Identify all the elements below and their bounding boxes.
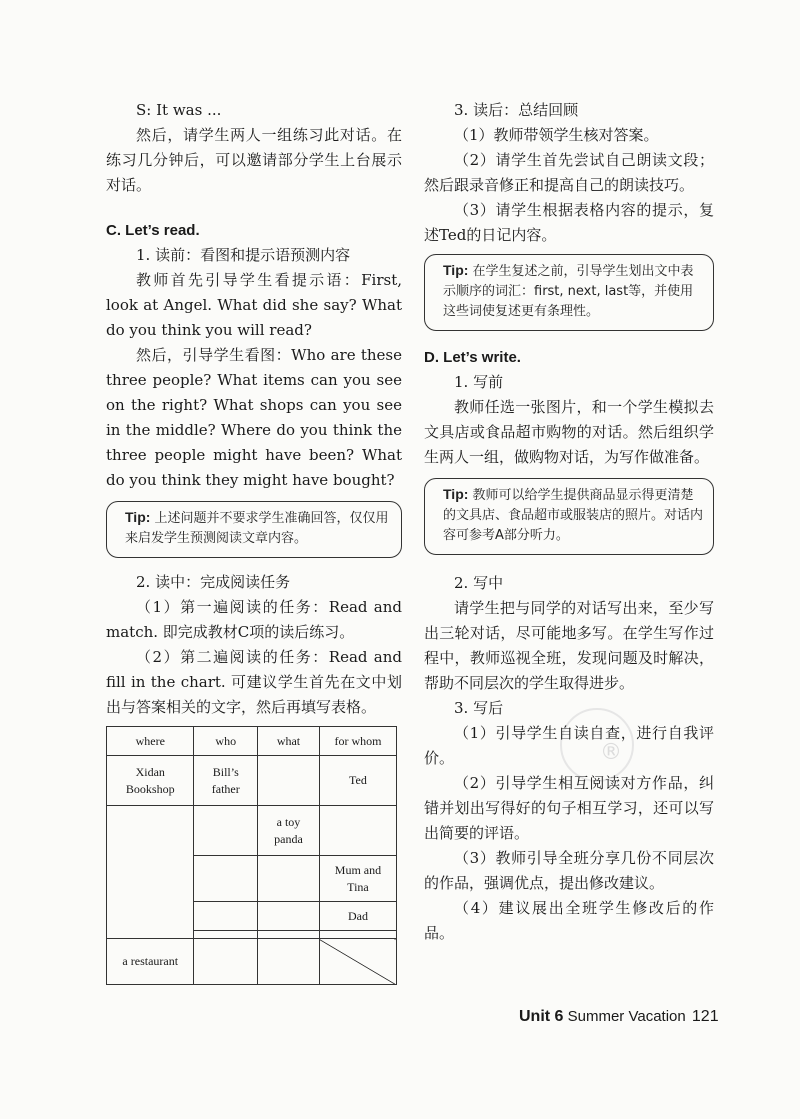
table-row — [107, 756, 397, 806]
cell-for-whom-crossed — [319, 939, 396, 985]
cell-where: Xidan Bookshop — [107, 756, 194, 806]
while-writing-label: 2. 写中 — [454, 574, 504, 592]
header-where: where — [107, 727, 194, 756]
table-row — [107, 939, 397, 985]
cell-who — [194, 931, 258, 939]
right-column — [424, 98, 714, 946]
table-row — [107, 806, 397, 856]
cell-who: Bill’s father — [194, 756, 258, 806]
post-writing-step-2: （2）引导学生相互阅读对方作品，纠错并划出写得好的句子相互学习，还可以写出简要的评语。 — [424, 774, 714, 842]
cell-where: a restaurant — [107, 939, 194, 985]
section-c-title: C. Let’s read. — [106, 222, 200, 239]
tip-label: Tip: — [443, 262, 469, 278]
cell-who — [194, 902, 258, 931]
cell-for-whom — [319, 806, 396, 856]
pre-writing-label: 1. 写前 — [454, 373, 504, 391]
post-writing-step-4: （4）建议展出全班学生修改后的作品。 — [424, 899, 714, 942]
registered-mark: ® — [600, 740, 622, 765]
tip-box-1 — [106, 501, 402, 558]
post-writing-label: 3. 写后 — [454, 699, 504, 717]
post-reading-step-1: （1）教师带领学生核对答案。 — [454, 126, 659, 144]
cell-who — [194, 856, 258, 902]
cell-for-whom: Mum and Tina — [319, 856, 396, 902]
cell-for-whom — [319, 931, 396, 939]
cell-where — [107, 806, 194, 939]
section-d-title: D. Let’s write. — [424, 349, 521, 366]
cell-for-whom: Dad — [319, 902, 396, 931]
cell-who — [194, 806, 258, 856]
tip-label: Tip: — [125, 509, 151, 525]
cell-what — [258, 856, 320, 902]
page-footer — [519, 1008, 719, 1026]
header-what: what — [258, 727, 320, 756]
while-reading-task-1: （1）第一遍阅读的任务：Read and match. 即完成教材C项的读后练习。 — [106, 598, 402, 641]
tip-box-2 — [424, 254, 714, 331]
table-header-row — [107, 727, 397, 756]
left-column — [106, 98, 402, 985]
pre-reading-paragraph-1: 教师首先引导学生看提示语：First, look at Angel. What did she say? What do you think you will read? — [106, 271, 402, 339]
page-number: 121 — [691, 1008, 719, 1025]
post-writing-step-3: （3）教师引导全班分享几份不同层次的作品，强调优点，提出修改建议。 — [424, 849, 714, 892]
while-reading-label: 2. 读中：完成阅读任务 — [136, 573, 291, 591]
post-reading-label: 3. 读后：总结回顾 — [454, 101, 579, 119]
post-reading-step-3: （3）请学生根据表格内容的提示，复述Ted的日记内容。 — [424, 201, 714, 244]
cell-who — [194, 939, 258, 985]
while-writing-paragraph: 请学生把与同学的对话写出来，至少写出三轮对话，尽可能地多写。在学生写作过程中，教师巡视全班，发现问题及时解决，帮助不同层次的学生取得进步。 — [424, 599, 714, 692]
pre-writing-paragraph: 教师任选一张图片，和一个学生模拟去文具店或食品超市购物的对话。然后组织学生两人一组，做购物对话，为写作做准备。 — [424, 398, 714, 466]
post-writing-step-1: （1）引导学生自读自查，进行自我评价。 — [424, 724, 714, 767]
tip-text: 教师可以给学生提供商品显示得更清楚的文具店、食品超市或服装店的照片。对话内容可参考A部分听力。 — [443, 488, 704, 543]
unit-label: Unit 6 — [519, 1008, 564, 1025]
cell-what — [258, 939, 320, 985]
while-reading-task-2: （2）第二遍阅读的任务：Read and fill in the chart. 可建议学生首先在文中划出与答案相关的文字，然后再填写表格。 — [106, 648, 402, 716]
post-reading-step-2: （2）请学生首先尝试自己朗读文段；然后跟录音修正和提高自己的朗读技巧。 — [424, 151, 714, 194]
header-for-whom: for whom — [319, 727, 396, 756]
cell-for-whom: Ted — [319, 756, 396, 806]
cell-what — [258, 902, 320, 931]
unit-title: Summer Vacation — [567, 1008, 686, 1025]
pre-reading-paragraph-2: 然后，引导学生看图：Who are these three people? What items can you see on the right? What shops can you see in the middle? Where do you think the three people might have been? What do you think they might have bought? — [106, 346, 402, 489]
cell-what — [258, 756, 320, 806]
tip-box-3 — [424, 478, 714, 555]
tip-text: 在学生复述之前，引导学生划出文中表示顺序的词汇：first, next, last等，并使用这些词使复述更有条理性。 — [443, 264, 694, 319]
reading-chart-table — [106, 726, 397, 985]
intro-paragraph: 然后，请学生两人一组练习此对话。在练习几分钟后，可以邀请部分学生上台展示对话。 — [106, 126, 402, 194]
cell-what: a toy panda — [258, 806, 320, 856]
pre-reading-label: 1. 读前：看图和提示语预测内容 — [136, 246, 351, 264]
cell-what — [258, 931, 320, 939]
tip-text: 上述问题并不要求学生准确回答，仅仅用来启发学生预测阅读文章内容。 — [125, 511, 389, 546]
dialogue-line: S: It was ... — [136, 101, 222, 119]
header-who: who — [194, 727, 258, 756]
tip-label: Tip: — [443, 486, 469, 502]
